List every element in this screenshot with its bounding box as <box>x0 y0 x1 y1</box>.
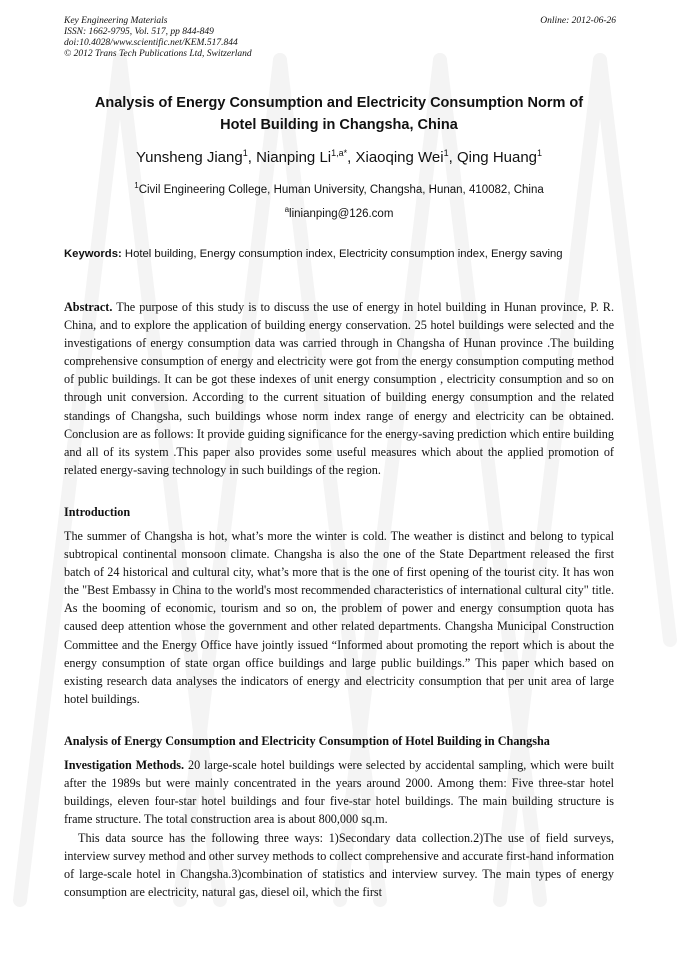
abstract <box>64 298 614 479</box>
author-name: Yunsheng Jiang <box>135 149 243 166</box>
online-date: Online: 2012-06-26 <box>540 16 616 26</box>
email-sup: a <box>284 205 290 215</box>
author-affil-sup: 1 <box>242 148 248 158</box>
journal-header <box>64 16 252 60</box>
analysis-heading: Analysis of Energy Consumption and Electricity Consumption of Hotel Building in Changsha <box>64 734 550 748</box>
email-text: linianping@126.com <box>289 208 394 220</box>
journal-issn: ISSN: 1662-9795, Vol. 517, pp 844-849 <box>64 27 214 37</box>
paper-title <box>40 92 638 136</box>
affiliation-text: Civil Engineering College, Human University, Changsha, Hunan, 410082, China <box>138 184 544 196</box>
abstract-text: The purpose of this study is to discuss the use of energy in hotel building in Hunan province, P. R. China, and to explore the application of building energy conservation. 25 hotel buildings were selected and the investigations of energy consumption data was carried through in Changsha of Hunan province .The building comprehensive consumption of energy and electricity were got from the energy consumption computing method of public buildings. It can be got these indexes of unit energy consumption , electricity consumption and so on through unit conversion. According to the current situation of building energy consumption and the related standings of Changsha, such buildings whose norm index range of energy and electricity can be obtained. Conclusion are as follows: It provide guiding significance for the energy-saving prediction which entire building and all of its system .This paper also provides some useful measures which about the applied promotion of related energy-saving technology in such buildings of the region. <box>64 300 614 477</box>
author-name: Nianping Li <box>256 149 332 166</box>
journal-doi: doi:10.4028/www.scientific.net/KEM.517.844 <box>64 38 238 48</box>
methods-label: Investigation Methods. <box>64 758 185 772</box>
paper-title-line-2: Hotel Building in Changsha, China <box>220 117 458 133</box>
abstract-label: Abstract. <box>64 300 113 314</box>
paper-title-line-1: Analysis of Energy Consumption and Electricity Consumption Norm of <box>94 95 584 111</box>
introduction-text: The summer of Changsha is hot, what’s more the winter is cold. The weather is distinct and belong to typical subtropical continental monsoon climate. Changsha is also the one of the State Department released the first batch of 24 historical and cultural city, what’s more that is the one of first opening of the tourist city. It has won the "Best Embassy in China to the world's most recommended characteristics of international cultural city" title. As the booming of economic, tourism and so on, the problem of power and energy consumption quota has caused deep attention whose the government and other related departments. Changsha Municipal Construction Committee and the Energy Office have jointly issued “Informed about promoting the report which is about the energy consumption of state organ office buildings and large public buildings.” This paper which based on existing research data analyses the indicators of energy and electricity consumption that per unit area of large hotel buildings. <box>64 529 614 706</box>
introduction-heading: Introduction <box>64 505 131 519</box>
author-name: Xiaoqing Wei <box>355 149 444 166</box>
journal-copyright: © 2012 Trans Tech Publications Ltd, Switzerland <box>64 49 252 59</box>
keywords-text: Hotel building, Energy consumption index, Electricity consumption index, Energy saving <box>124 248 563 260</box>
author-email <box>40 206 638 222</box>
author-affil-sup: 1 <box>537 148 543 158</box>
author-list: Yunsheng Jiang$^1$, Nianping $Li^{1,a*}$, Xiaoqing Wei$^1$, Qing Huang$^1$ <box>135 148 543 166</box>
author-name: Qing Huang <box>456 149 538 166</box>
affiliation <box>40 182 638 198</box>
methods-text: 20 large-scale hotel buildings were selected by accidental sampling, which were built after the 1989s but were mainly concentrated in the years around 2000. Among them: Five three-star hotel buildings, eleven four-star hotel buildings and four five-star hotel buildings. The main building structure is frame structure. The total construction area is about 800,000 sq.m. <box>64 758 614 827</box>
keywords <box>64 246 614 263</box>
journal-name: Key Engineering Materials <box>64 16 168 26</box>
investigation-methods <box>64 756 614 828</box>
data-sources-text: This data source has the following three ways: 1)Secondary data collection.2)The use of field surveys, interview survey method and other survey methods to collect comprehensive and accurate first-hand information of large-scale hotel in Changsha.3)combination of statistics and interview survey. The main types of energy consumption are electricity, natural gas, diesel oil, which the first <box>64 831 614 900</box>
keywords-label: Keywords: <box>64 248 122 260</box>
author-affil-sup: 1 <box>443 148 449 158</box>
author-affil-sup: 1,a* <box>331 148 348 158</box>
affiliation-sup: 1 <box>134 181 139 191</box>
